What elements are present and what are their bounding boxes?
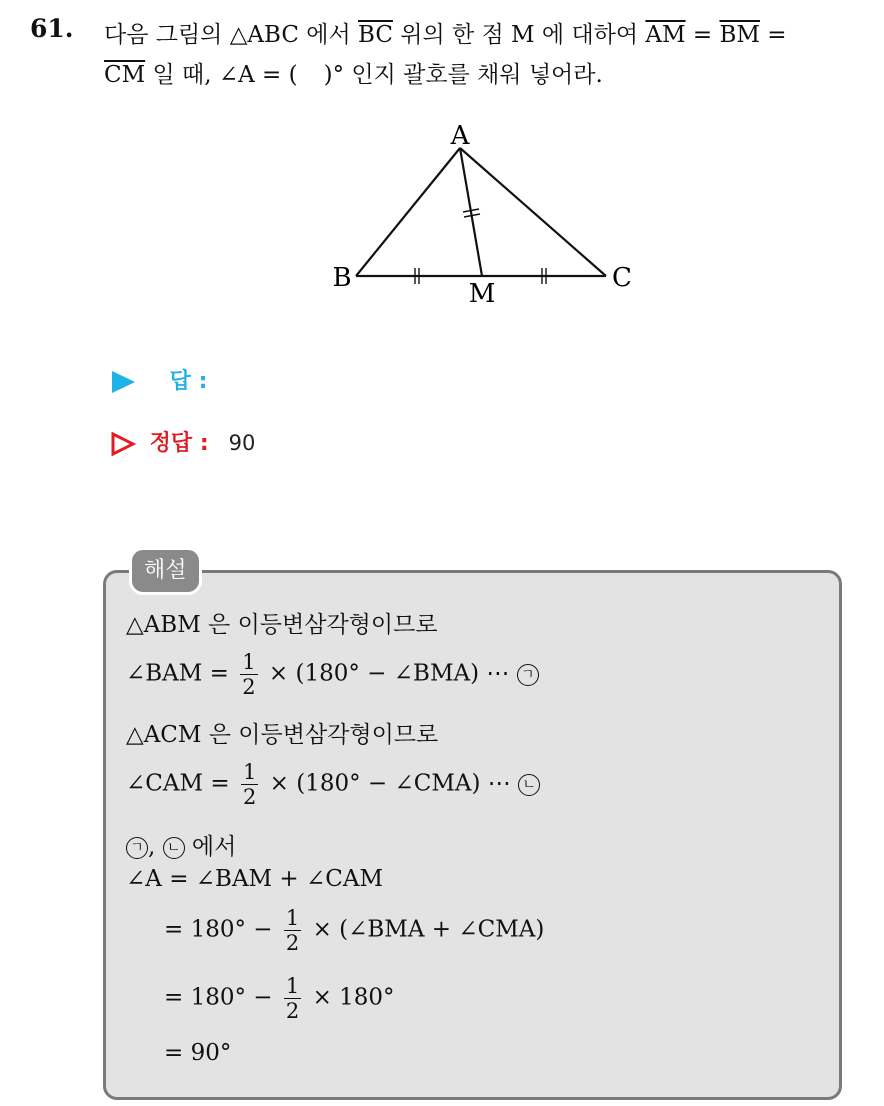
solution-text: = 180° −: [164, 916, 280, 943]
label-m: M: [468, 279, 496, 309]
solution-text: 에서: [184, 834, 237, 860]
fraction: [284, 974, 301, 1023]
fraction: [240, 650, 257, 699]
solution-text: × (∠BMA + ∠CMA): [305, 916, 545, 943]
circled-mark-1: ㄱ: [517, 664, 539, 686]
solution-line: △ACM 은 이등변삼각형이므로: [126, 722, 439, 748]
solution-text: × (180° − ∠BMA) ⋯: [261, 660, 517, 687]
question-text: 위의 한 점 M 에 대하여: [392, 22, 646, 48]
answer-label: 답 :: [169, 369, 208, 394]
denominator: 2: [285, 931, 300, 955]
correct-answer-row: [110, 426, 255, 457]
segment-bc: $\overline{BC}$: [358, 22, 393, 48]
triangle-figure: [320, 118, 650, 318]
comma: ,: [148, 834, 156, 860]
solution-line: ∠A = ∠BAM + ∠CAM: [126, 866, 384, 892]
solution-line: △ABM 은 이등변삼각형이므로: [126, 612, 438, 638]
correct-label: 정답 :: [149, 431, 209, 456]
solution-text: ∠CAM =: [126, 770, 237, 797]
solution-text: = 180° −: [164, 984, 280, 1011]
solution-line: [164, 906, 544, 955]
label-c: C: [612, 263, 632, 293]
circled-mark-2: ㄴ: [163, 837, 185, 859]
question-text: 일 때, ∠A = (: [145, 62, 298, 88]
label-b: B: [332, 263, 352, 293]
play-outline-icon: [110, 432, 136, 456]
fraction: [241, 760, 258, 809]
equals: =: [759, 22, 787, 48]
question-line-1: [104, 16, 787, 49]
question-text: )° 인지 괄호를 채워 넣어라.: [323, 62, 603, 88]
numerator: 1: [242, 650, 256, 674]
correct-value: 90: [228, 431, 256, 455]
solution-text: × (180° − ∠CMA) ⋯: [262, 770, 519, 797]
play-filled-icon: [110, 370, 136, 394]
label-a: A: [450, 121, 470, 151]
solution-line: = 90°: [164, 1040, 232, 1066]
denominator: 2: [285, 999, 300, 1023]
solution-text: ∠BAM =: [126, 660, 237, 687]
equals: =: [685, 22, 720, 48]
circled-mark-1: ㄱ: [126, 837, 148, 859]
solution-line: [126, 650, 539, 699]
numerator: 1: [285, 906, 300, 930]
segment-am: $\overline{AM}$: [645, 22, 686, 48]
solution-line: [164, 974, 395, 1023]
question-line-2: [104, 56, 603, 89]
solution-tab: 해설: [129, 547, 202, 595]
question-text: 다음 그림의 △ABC 에서: [104, 22, 358, 48]
segment-bm: $\overline{BM}$: [719, 22, 760, 48]
denominator: 2: [242, 675, 256, 699]
side-ab: [356, 148, 460, 276]
answer-row: [110, 364, 207, 395]
side-ac: [460, 148, 606, 276]
solution-text: × 180°: [305, 984, 395, 1011]
denominator: 2: [242, 785, 257, 809]
fraction: [284, 906, 301, 955]
circled-mark-2: ㄴ: [518, 774, 540, 796]
numerator: 1: [242, 760, 257, 784]
numerator: 1: [285, 974, 300, 998]
solution-line: [126, 760, 540, 809]
segment-cm: $\overline{CM}$: [104, 62, 146, 88]
solution-line: [126, 828, 236, 861]
question-number: 61.: [30, 14, 74, 43]
